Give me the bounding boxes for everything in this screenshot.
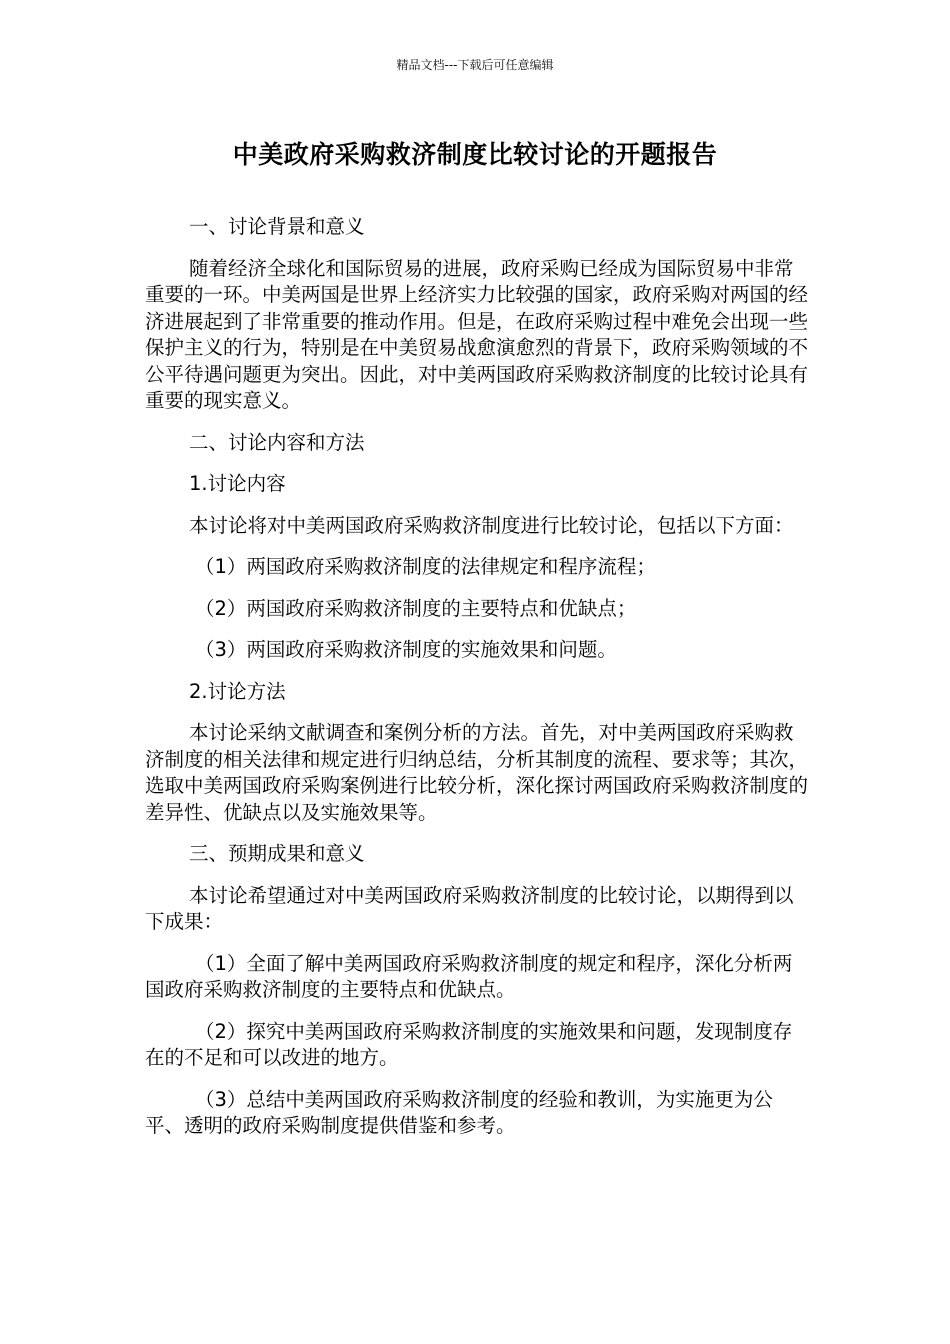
paragraph-results-intro: 本讨论希望通过对中美两国政府采购救济制度的比较讨论，以期得到以下成果：	[145, 883, 794, 933]
subheading-content: 1.讨论内容	[189, 472, 286, 495]
list-item: （2）两国政府采购救济制度的主要特点和优缺点；	[195, 596, 637, 620]
list-item: （3）两国政府采购救济制度的实施效果和问题。	[195, 638, 617, 661]
document-title: 中美政府采购救济制度比较讨论的开题报告	[232, 140, 718, 169]
list-item: （1）两国政府采购救济制度的法律规定和程序流程；	[195, 555, 656, 578]
section-heading-content-method: 二、讨论内容和方法	[189, 430, 365, 454]
document-body	[145, 214, 810, 1155]
result-item: （1）全面了解中美两国政府采购救济制度的规定和程序，深化分析两国政府采购救济制度的主要特点和优缺点。	[145, 951, 793, 1001]
paragraph-background: 随着经济全球化和国际贸易的进展，政府采购已经成为国际贸易中非常重要的一环。中美两国是世界上经济实力比较强的国家，政府采购对两国的经济进展起到了非常重要的推动作用。但是，在政府采购过程中难免会出现一些保护主义的行为，特别是在中美贸易战愈演愈烈的背景下，政府采购领域的不公平待遇问题更为突出。因此，对中美两国政府采购救济制度的比较讨论具有重要的现实意义。	[145, 256, 809, 412]
result-item: （2）探究中美两国政府采购救济制度的实施效果和问题，发现制度存在的不足和可以改进的地方。	[145, 1019, 793, 1069]
subheading-method: 2.讨论方法	[189, 679, 286, 703]
header-note: 精品文档---下载后可任意编辑	[396, 58, 554, 72]
paragraph-method: 本讨论采纳文献调查和案例分析的方法。首先，对中美两国政府采购救济制度的相关法律和规定进行归纳总结，分析其制度的流程、要求等；其次，选取中美两国政府采购案例进行比较分析，深化探讨两国政府采购救济制度的差异性、优缺点以及实施效果等。	[145, 721, 809, 824]
result-item: （3）总结中美两国政府采购救济制度的经验和教训，为实施更为公平、透明的政府采购制度提供借鉴和参考。	[145, 1087, 773, 1137]
section-heading-background: 一、讨论背景和意义	[189, 215, 365, 238]
section-heading-results: 三、预期成果和意义	[189, 842, 365, 865]
paragraph-content-intro: 本讨论将对中美两国政府采购救济制度进行比较讨论，包括以下方面：	[189, 513, 794, 537]
